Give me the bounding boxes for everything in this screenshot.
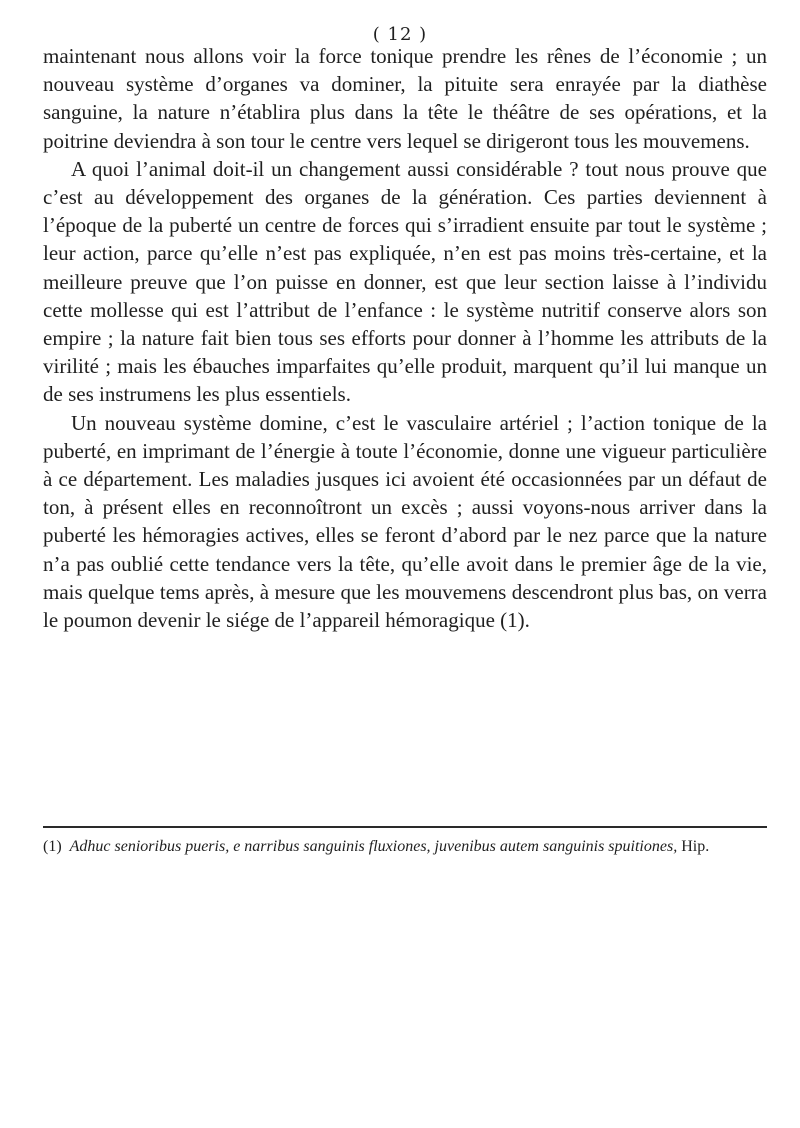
footnote-source: Hip. [681, 838, 710, 855]
footnote [43, 836, 767, 858]
footnote-divider [43, 826, 767, 828]
paragraph-1: maintenant nous allons voir la force tonique prendre les rênes de l’économie ; un nouveau système d’organes va dominer, la pituite sera enrayée par la diathèse sanguine, la nature n’établira plus dans la tête le théâtre de ses opérations, et la poitrine deviendra à son tour le centre vers lequel se dirigeront tous les mouvemens. [43, 44, 767, 153]
paragraph-3: Un nouveau système domine, c’est le vasculaire artériel ; l’action tonique de la puberté, en imprimant de l’énergie à toute l’économie, donne une vigueur particulière à ce département. Les maladies jusques ici avoient été occasionnées par un défaut de ton, à présent elles en reconnoîtront un excès ; aussi voyons-nous arriver dans la puberté les hémoragies actives, elles se feront d’abord par le nez parce que la nature n’a pas oublié cette tendance vers la tête, qu’elle avoit dans le premier âge de la vie, mais quelque tems après, à mesure que les mouvemens descendront plus bas, on verra le poumon devenir le siége de l’appareil hémoragique (1). [43, 410, 767, 633]
footnote-text: Adhuc senioribus pueris, e narribus sanguinis fluxiones, juvenibus autem sanguinis spuitiones, [69, 838, 678, 855]
page-number: ( 12 ) [372, 24, 428, 45]
body-text [43, 42, 767, 634]
paragraph-2: A quoi l’animal doit-il un changement aussi considérable ? tout nous prouve que c’est au développement des organes de la génération. Ces parties deviennent à l’époque de la puberté un centre de forces qui s’irradient ensuite par tout le système ; leur action, parce qu’elle n’est pas expliquée, n’en est pas moins très-certaine, et la meilleure preuve que l’on puisse en donner, est que leur section laisse à l’individu cette mollesse qui est l’attribut de l’enfance : le système nutritif conserve alors son empire ; la nature fait bien tous ses efforts pour donner à l’homme les attributs de la virilité ; mais les ébauches imparfaites qu’elle produit, marquent qu’il lui manque un de ses instrumens les plus essentiels. [43, 156, 767, 407]
footnote-marker: (1) [43, 838, 62, 855]
